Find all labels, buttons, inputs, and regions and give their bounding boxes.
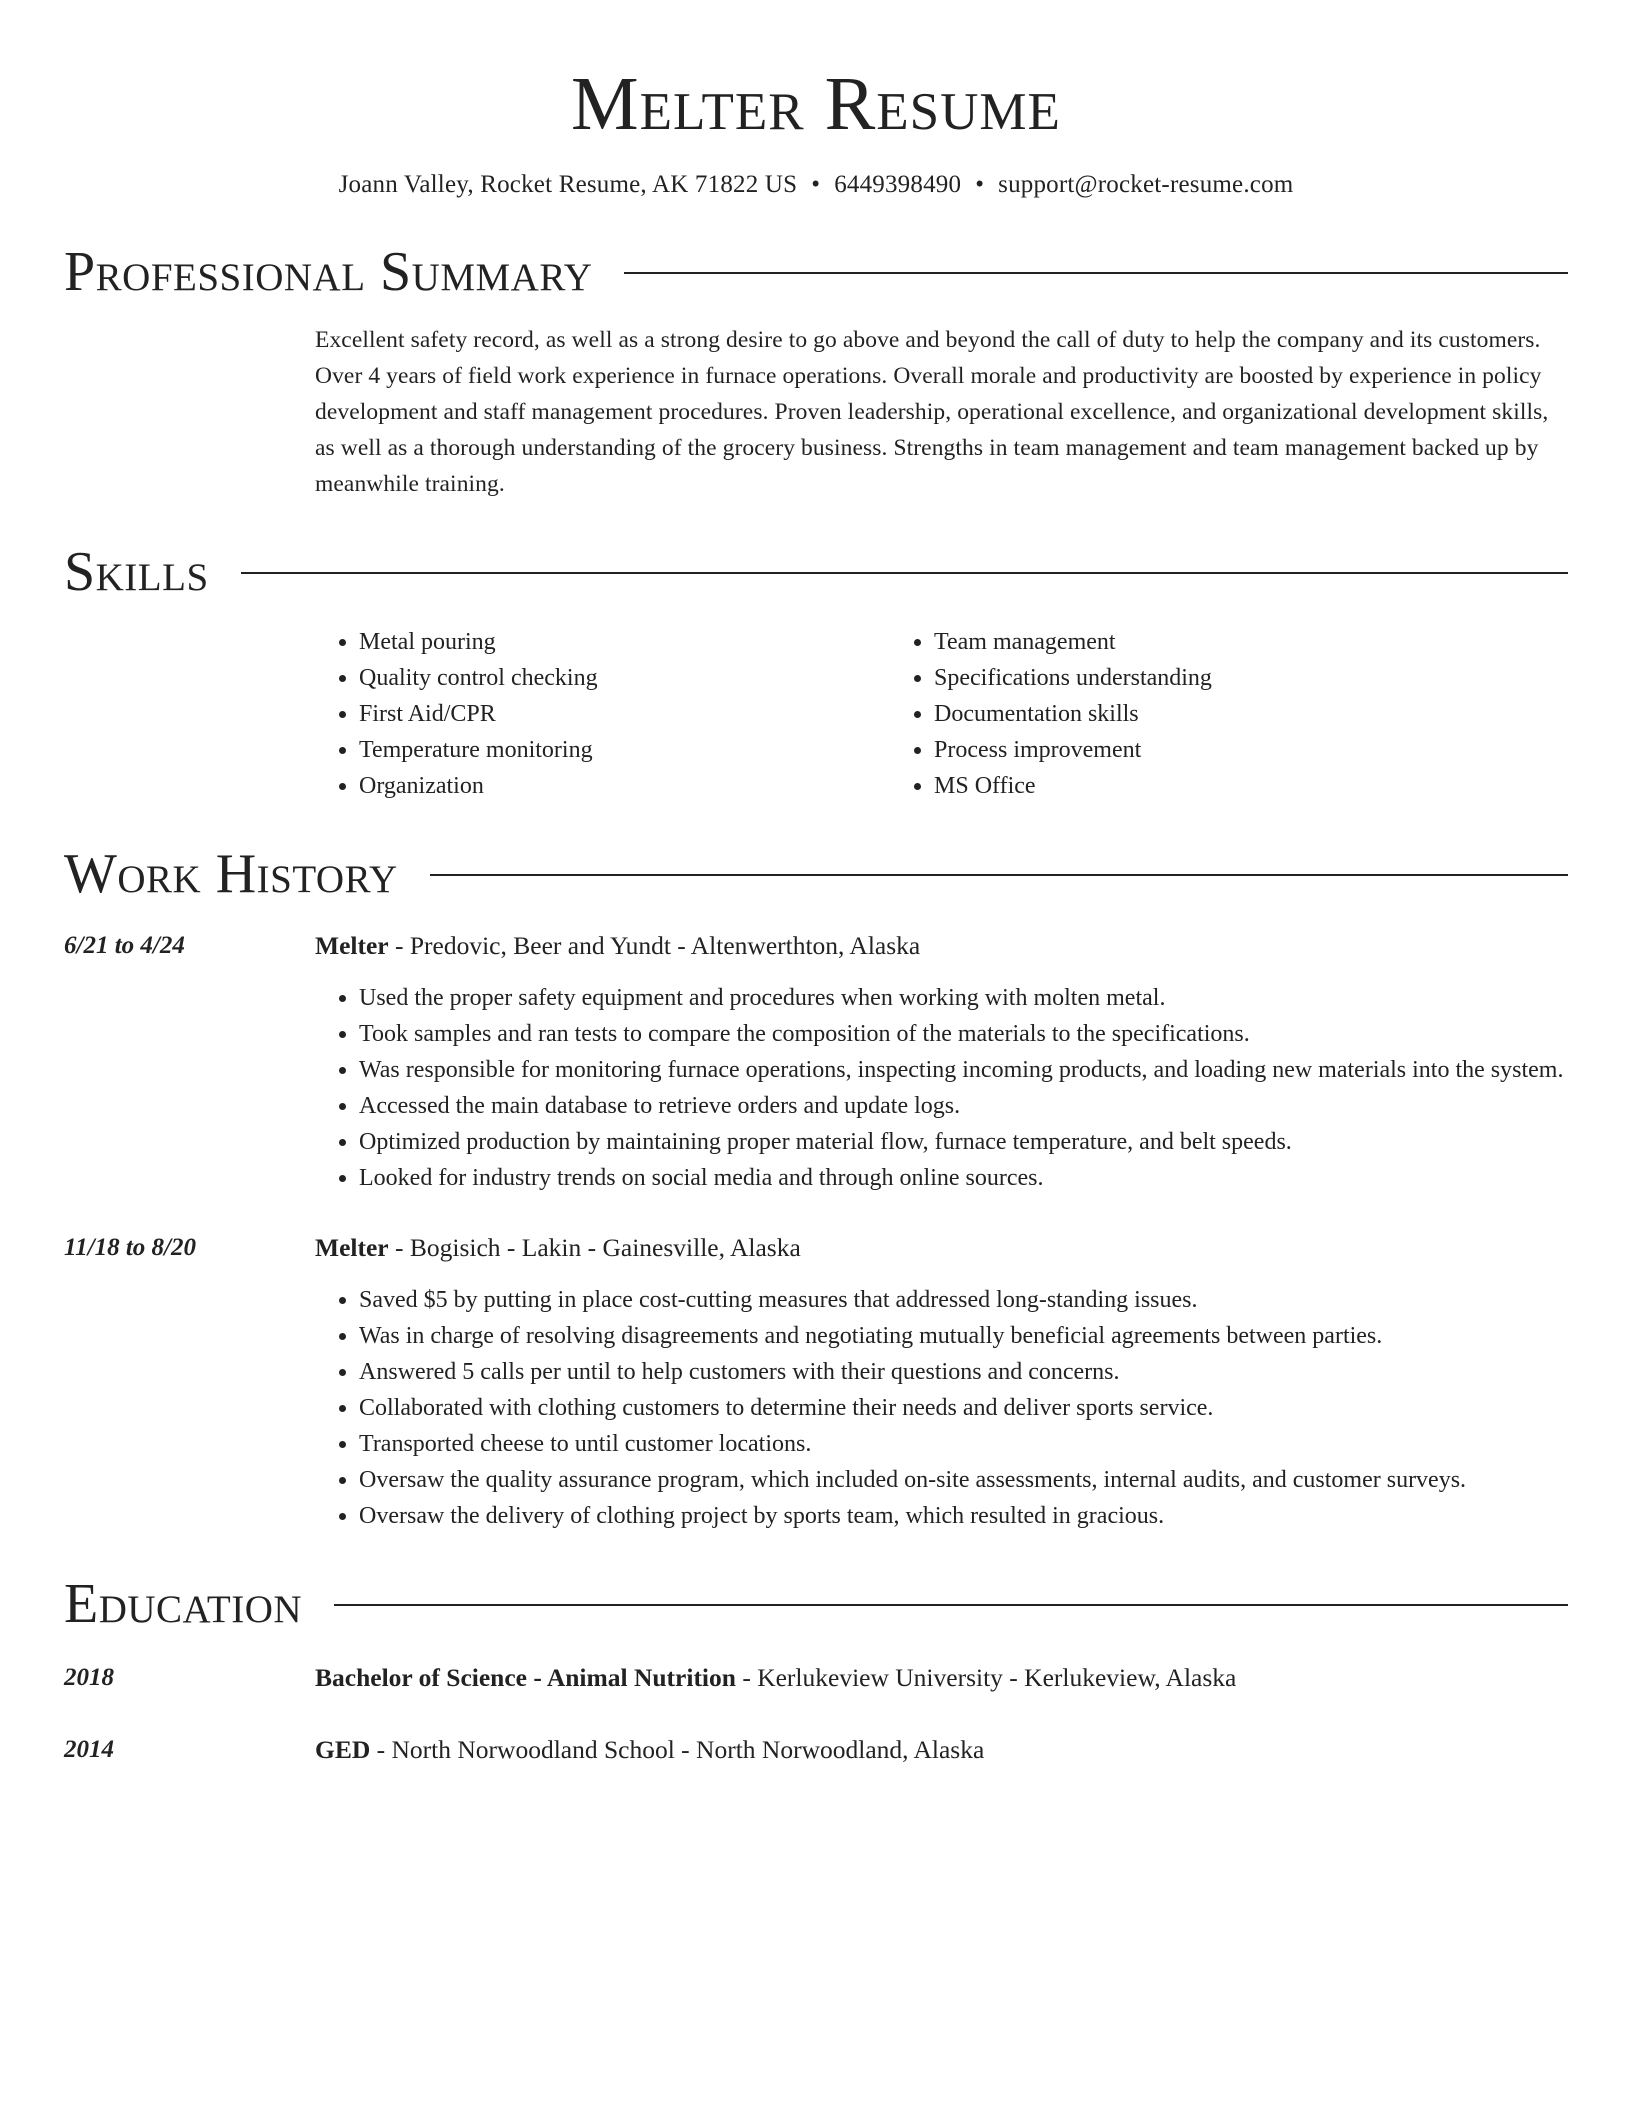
section-title-summary: Professional Summary <box>64 241 593 303</box>
section-header-summary <box>64 240 1568 304</box>
resume-name: Melter Resume <box>571 62 1061 146</box>
job-bullet: • Took samples and ran tests to compare the composition of the materials to the specifications. <box>359 1016 1568 1052</box>
job-bullet: • Optimized production by maintaining proper material flow, furnace temperature, and belt speeds. <box>359 1124 1568 1160</box>
education-entry <box>64 1660 1568 1696</box>
section-divider <box>430 874 1568 876</box>
job-title: Melter <box>315 1233 389 1262</box>
skill-item: • Team management <box>934 624 1465 660</box>
education-entry <box>64 1732 1568 1768</box>
section-divider <box>624 272 1568 274</box>
skill-item: • Quality control checking <box>359 660 890 696</box>
job-details <box>315 928 1568 1196</box>
contact-line <box>64 168 1568 202</box>
skill-item: • MS Office <box>934 768 1465 804</box>
contact-separator: • <box>975 171 985 198</box>
job-bullet: • Answered 5 calls per until to help customers with their questions and concerns. <box>359 1354 1568 1390</box>
education-school: - Kerlukeview University - Kerlukeview, Alaska <box>735 1663 1237 1692</box>
job-bullet: • Was in charge of resolving disagreements and negotiating mutually beneficial agreements between parties. <box>359 1318 1568 1354</box>
job-bullet: • Was responsible for monitoring furnace operations, inspecting incoming products, and loading new materials into the system. <box>359 1052 1568 1088</box>
job-details <box>315 1230 1568 1534</box>
job-employer: - Predovic, Beer and Yundt - Altenwerthton, Alaska <box>388 931 921 960</box>
job-heading <box>315 1230 1568 1266</box>
job-title: Melter <box>315 931 389 960</box>
skill-item: • Organization <box>359 768 890 804</box>
contact-separator: • <box>811 171 821 198</box>
education-details <box>315 1660 1236 1696</box>
skill-item: • First Aid/CPR <box>359 696 890 732</box>
section-header-work <box>64 842 1568 906</box>
job-bullets <box>315 980 1568 1196</box>
contact-email: support@rocket-resume.com <box>998 171 1294 198</box>
contact-address: Joann Valley, Rocket Resume, AK 71822 US <box>338 171 798 198</box>
section-title-education: Education <box>64 1573 303 1635</box>
job-bullet: • Looked for industry trends on social media and through online sources. <box>359 1160 1568 1196</box>
education-degree: Bachelor of Science - Animal Nutrition <box>315 1663 736 1692</box>
skill-item: • Process improvement <box>934 732 1465 768</box>
job-bullet: • Transported cheese to until customer locations. <box>359 1426 1568 1462</box>
job-entry <box>64 1230 1568 1534</box>
education-degree: GED <box>315 1735 371 1764</box>
summary-text: Excellent safety record, as well as a strong desire to go above and beyond the call of duty to help the company and its customers. Over 4 years of field work experience in furnace operations. Overall morale and productivity are boosted by experience in policy development and staff management procedures. Proven leadership, operational excellence, and organizational development skills, as well as a thorough understanding of the grocery business. Strengths in team management and team management backed up by meanwhile training. <box>315 327 1549 497</box>
job-bullet: • Used the proper safety equipment and procedures when working with molten metal. <box>359 980 1568 1016</box>
section-title-work: Work History <box>64 843 398 905</box>
section-divider <box>334 1604 1568 1606</box>
education-school: - North Norwoodland School - North Norwoodland, Alaska <box>370 1735 985 1764</box>
skills-column-right <box>890 624 1465 804</box>
job-dates: 6/21 to 4/24 <box>64 932 185 959</box>
job-bullet: • Saved $5 by putting in place cost-cutting measures that addressed long-standing issues. <box>359 1282 1568 1318</box>
job-bullet: • Accessed the main database to retrieve orders and update logs. <box>359 1088 1568 1124</box>
skill-item: • Documentation skills <box>934 696 1465 732</box>
section-title-skills: Skills <box>64 541 209 603</box>
skill-item: • Metal pouring <box>359 624 890 660</box>
job-employer: - Bogisich - Lakin - Gainesville, Alaska <box>388 1233 801 1262</box>
job-heading <box>315 928 1568 964</box>
education-details <box>315 1732 984 1768</box>
job-bullet: • Oversaw the quality assurance program, which included on-site assessments, internal audits, and customer surveys. <box>359 1462 1568 1498</box>
skills-list <box>315 624 1568 804</box>
contact-phone: 6449398490 <box>834 171 962 198</box>
section-divider <box>241 572 1568 574</box>
job-entry <box>64 928 1568 1196</box>
skill-item: • Specifications understanding <box>934 660 1465 696</box>
section-header-skills <box>64 540 1568 604</box>
job-bullets <box>315 1282 1568 1534</box>
skills-column-left <box>315 624 890 804</box>
education-year: 2014 <box>64 1736 114 1763</box>
job-bullet: • Collaborated with clothing customers to determine their needs and deliver sports service. <box>359 1390 1568 1426</box>
job-dates: 11/18 to 8/20 <box>64 1234 196 1261</box>
job-bullet: • Oversaw the delivery of clothing project by sports team, which resulted in gracious. <box>359 1498 1568 1534</box>
section-header-education <box>64 1572 1568 1636</box>
skill-item: • Temperature monitoring <box>359 732 890 768</box>
education-year: 2018 <box>64 1664 114 1691</box>
